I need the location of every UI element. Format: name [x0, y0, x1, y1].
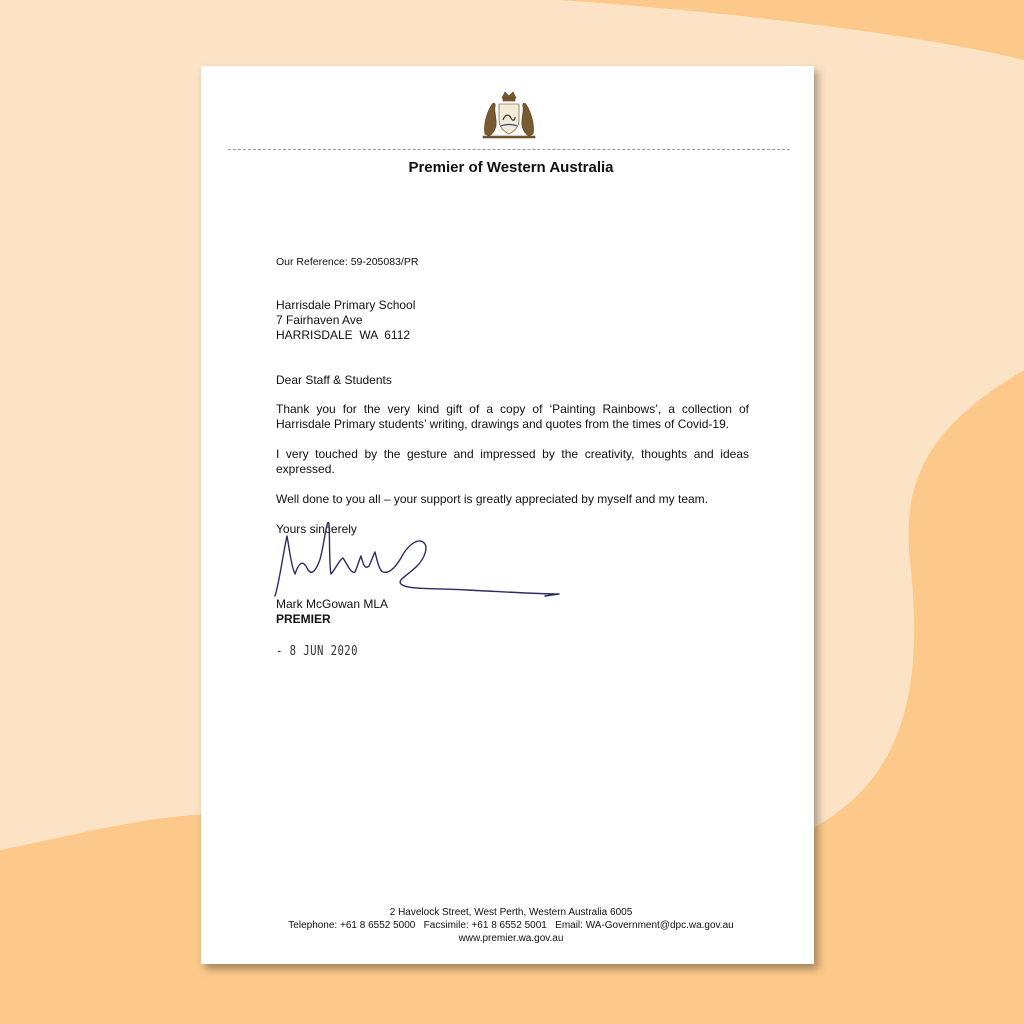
body-paragraph: Thank you for the very kind gift of a copy of ‘Painting Rainbows’, a collection of Harrisdale Primary students’ writing, drawings and quotes from the times of Covid-19. — [276, 402, 749, 431]
footer-website: www.premier.wa.gov.au — [458, 933, 564, 944]
closing: Yours sincerely — [276, 522, 357, 536]
wa-coat-of-arms-icon — [475, 90, 543, 140]
letterhead-divider — [228, 149, 790, 150]
letter-footer — [201, 906, 821, 945]
address-line: HARRISDALE WA 6112 — [276, 328, 411, 342]
footer-address: 2 Havelock Street, West Perth, Western Australia 6005 — [389, 907, 633, 918]
salutation: Dear Staff & Students — [276, 373, 392, 387]
signer-name: Mark McGowan MLA — [276, 597, 389, 611]
letterhead-title: Premier of Western Australia — [408, 159, 614, 176]
date-stamp: - 8 JUN 2020 — [276, 644, 358, 659]
address-line: 7 Fairhaven Ave — [276, 313, 363, 327]
reference-number: Our Reference: 59-205083/PR — [276, 256, 419, 268]
signer-title: PREMIER — [276, 612, 331, 626]
body-paragraph: Well done to you all – your support is greatly appreciated by myself and my team. — [276, 492, 708, 506]
recipient-address — [276, 298, 415, 343]
address-line: Harrisdale Primary School — [276, 298, 416, 312]
footer-contact: Telephone: +61 8 6552 5000 Facsimile: +61 8 6552 5001 Email: WA-Government@dpc.wa.gov.au — [288, 920, 734, 931]
handwritten-signature — [267, 514, 567, 606]
body-paragraph: I very touched by the gesture and impressed by the creativity, thoughts and ideas expressed. — [276, 447, 749, 476]
letter-page — [201, 66, 814, 964]
